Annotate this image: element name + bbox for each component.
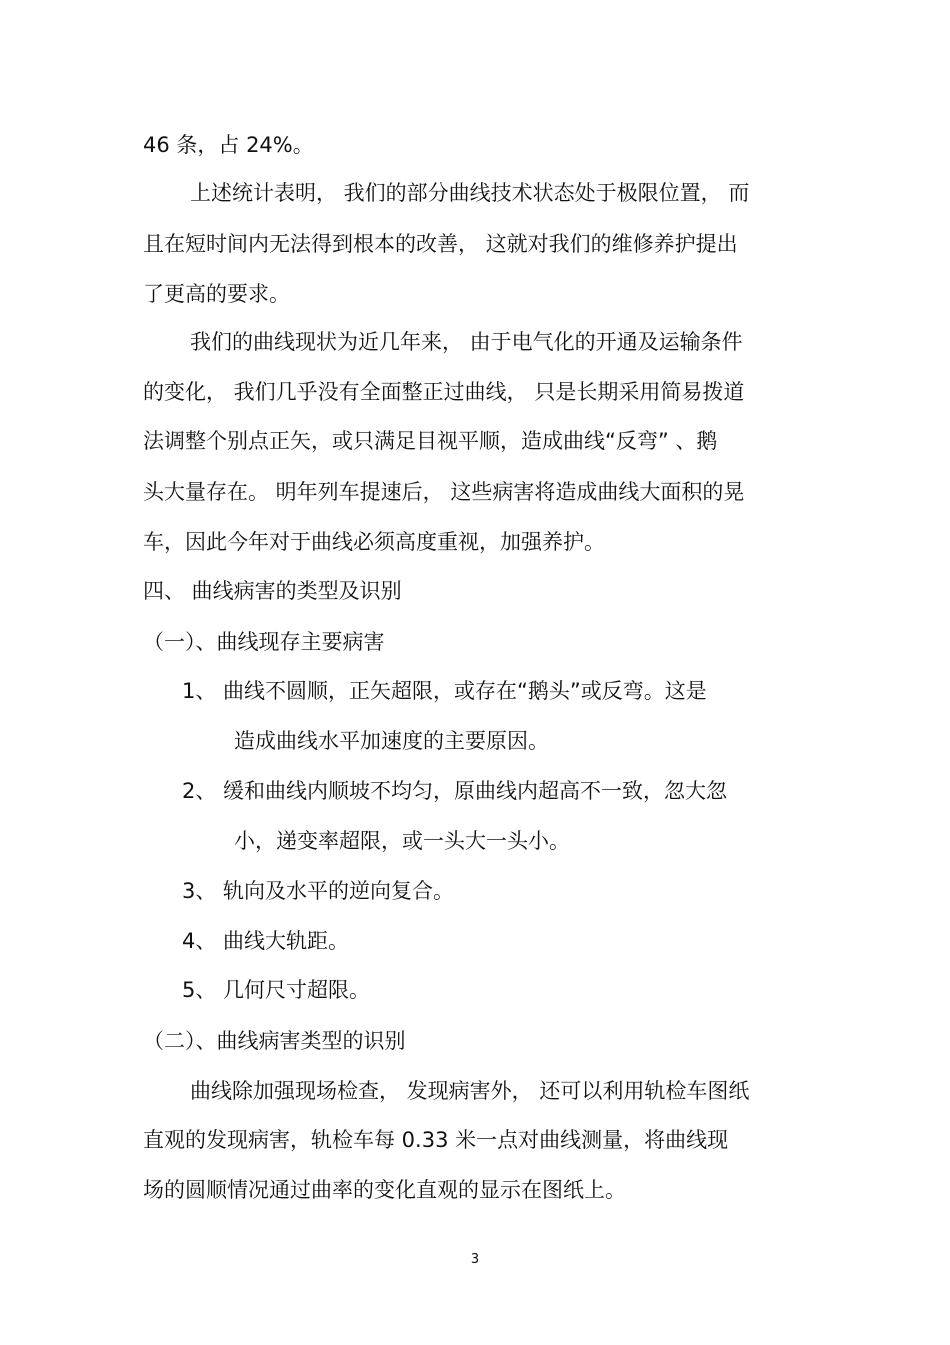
list-item-2: 2、 缓和曲线内顺坡不均匀，原曲线内超高不一致，忽大忽 xyxy=(182,779,728,803)
list-item-5: 5、 几何尺寸超限。 xyxy=(182,978,371,1002)
page-number: 3 xyxy=(470,1252,480,1267)
text-line-9: 车，因此今年对于曲线必须高度重视，加强养护。 xyxy=(143,530,605,554)
text-line-21: 直观的发现病害，轨检车每 0.33 米一点对曲线测量，将曲线现 xyxy=(143,1128,729,1152)
list-item-1-continuation: 造成曲线水平加速度的主要原因。 xyxy=(234,729,549,753)
text-line-20: 曲线除加强现场检查， 发现病害外， 还可以利用轨检车图纸 xyxy=(190,1079,750,1103)
subsection-heading-2: （二）、曲线病害类型的识别 xyxy=(143,1029,406,1053)
list-item-4: 4、 曲线大轨距。 xyxy=(182,929,350,953)
text-line-3: 且在短时间内无法得到根本的改善， 这就对我们的维修养护提出 xyxy=(143,232,738,256)
text-line-1: 46 条，占 24%。 xyxy=(143,133,314,157)
text-line-8: 头大量存在。 明年列车提速后， 这些病害将造成曲线大面积的晃 xyxy=(143,480,745,504)
text-line-7: 法调整个别点正矢，或只满足目视平顺，造成曲线“反弯” 、鹅 xyxy=(143,429,718,453)
text-line-4: 了更高的要求。 xyxy=(143,282,290,306)
section-heading: 四、 曲线病害的类型及识别 xyxy=(143,579,402,603)
list-item-1: 1、 曲线不圆顺，正矢超限，或存在“鹅头”或反弯。这是 xyxy=(182,679,707,703)
text-line-5: 我们的曲线现状为近几年来， 由于电气化的开通及运输条件 xyxy=(190,330,743,354)
text-line-22: 场的圆顺情况通过曲率的变化直观的显示在图纸上。 xyxy=(143,1178,626,1202)
text-line-2: 上述统计表明， 我们的部分曲线技术状态处于极限位置， 而 xyxy=(190,181,750,205)
list-item-3: 3、 轨向及水平的逆向复合。 xyxy=(182,879,455,903)
subsection-heading-1: （一）、曲线现存主要病害 xyxy=(143,630,385,654)
text-line-6: 的变化， 我们几乎没有全面整正过曲线， 只是长期采用简易拨道 xyxy=(143,380,745,404)
list-item-2-continuation: 小，递变率超限，或一头大一头小。 xyxy=(234,829,570,853)
